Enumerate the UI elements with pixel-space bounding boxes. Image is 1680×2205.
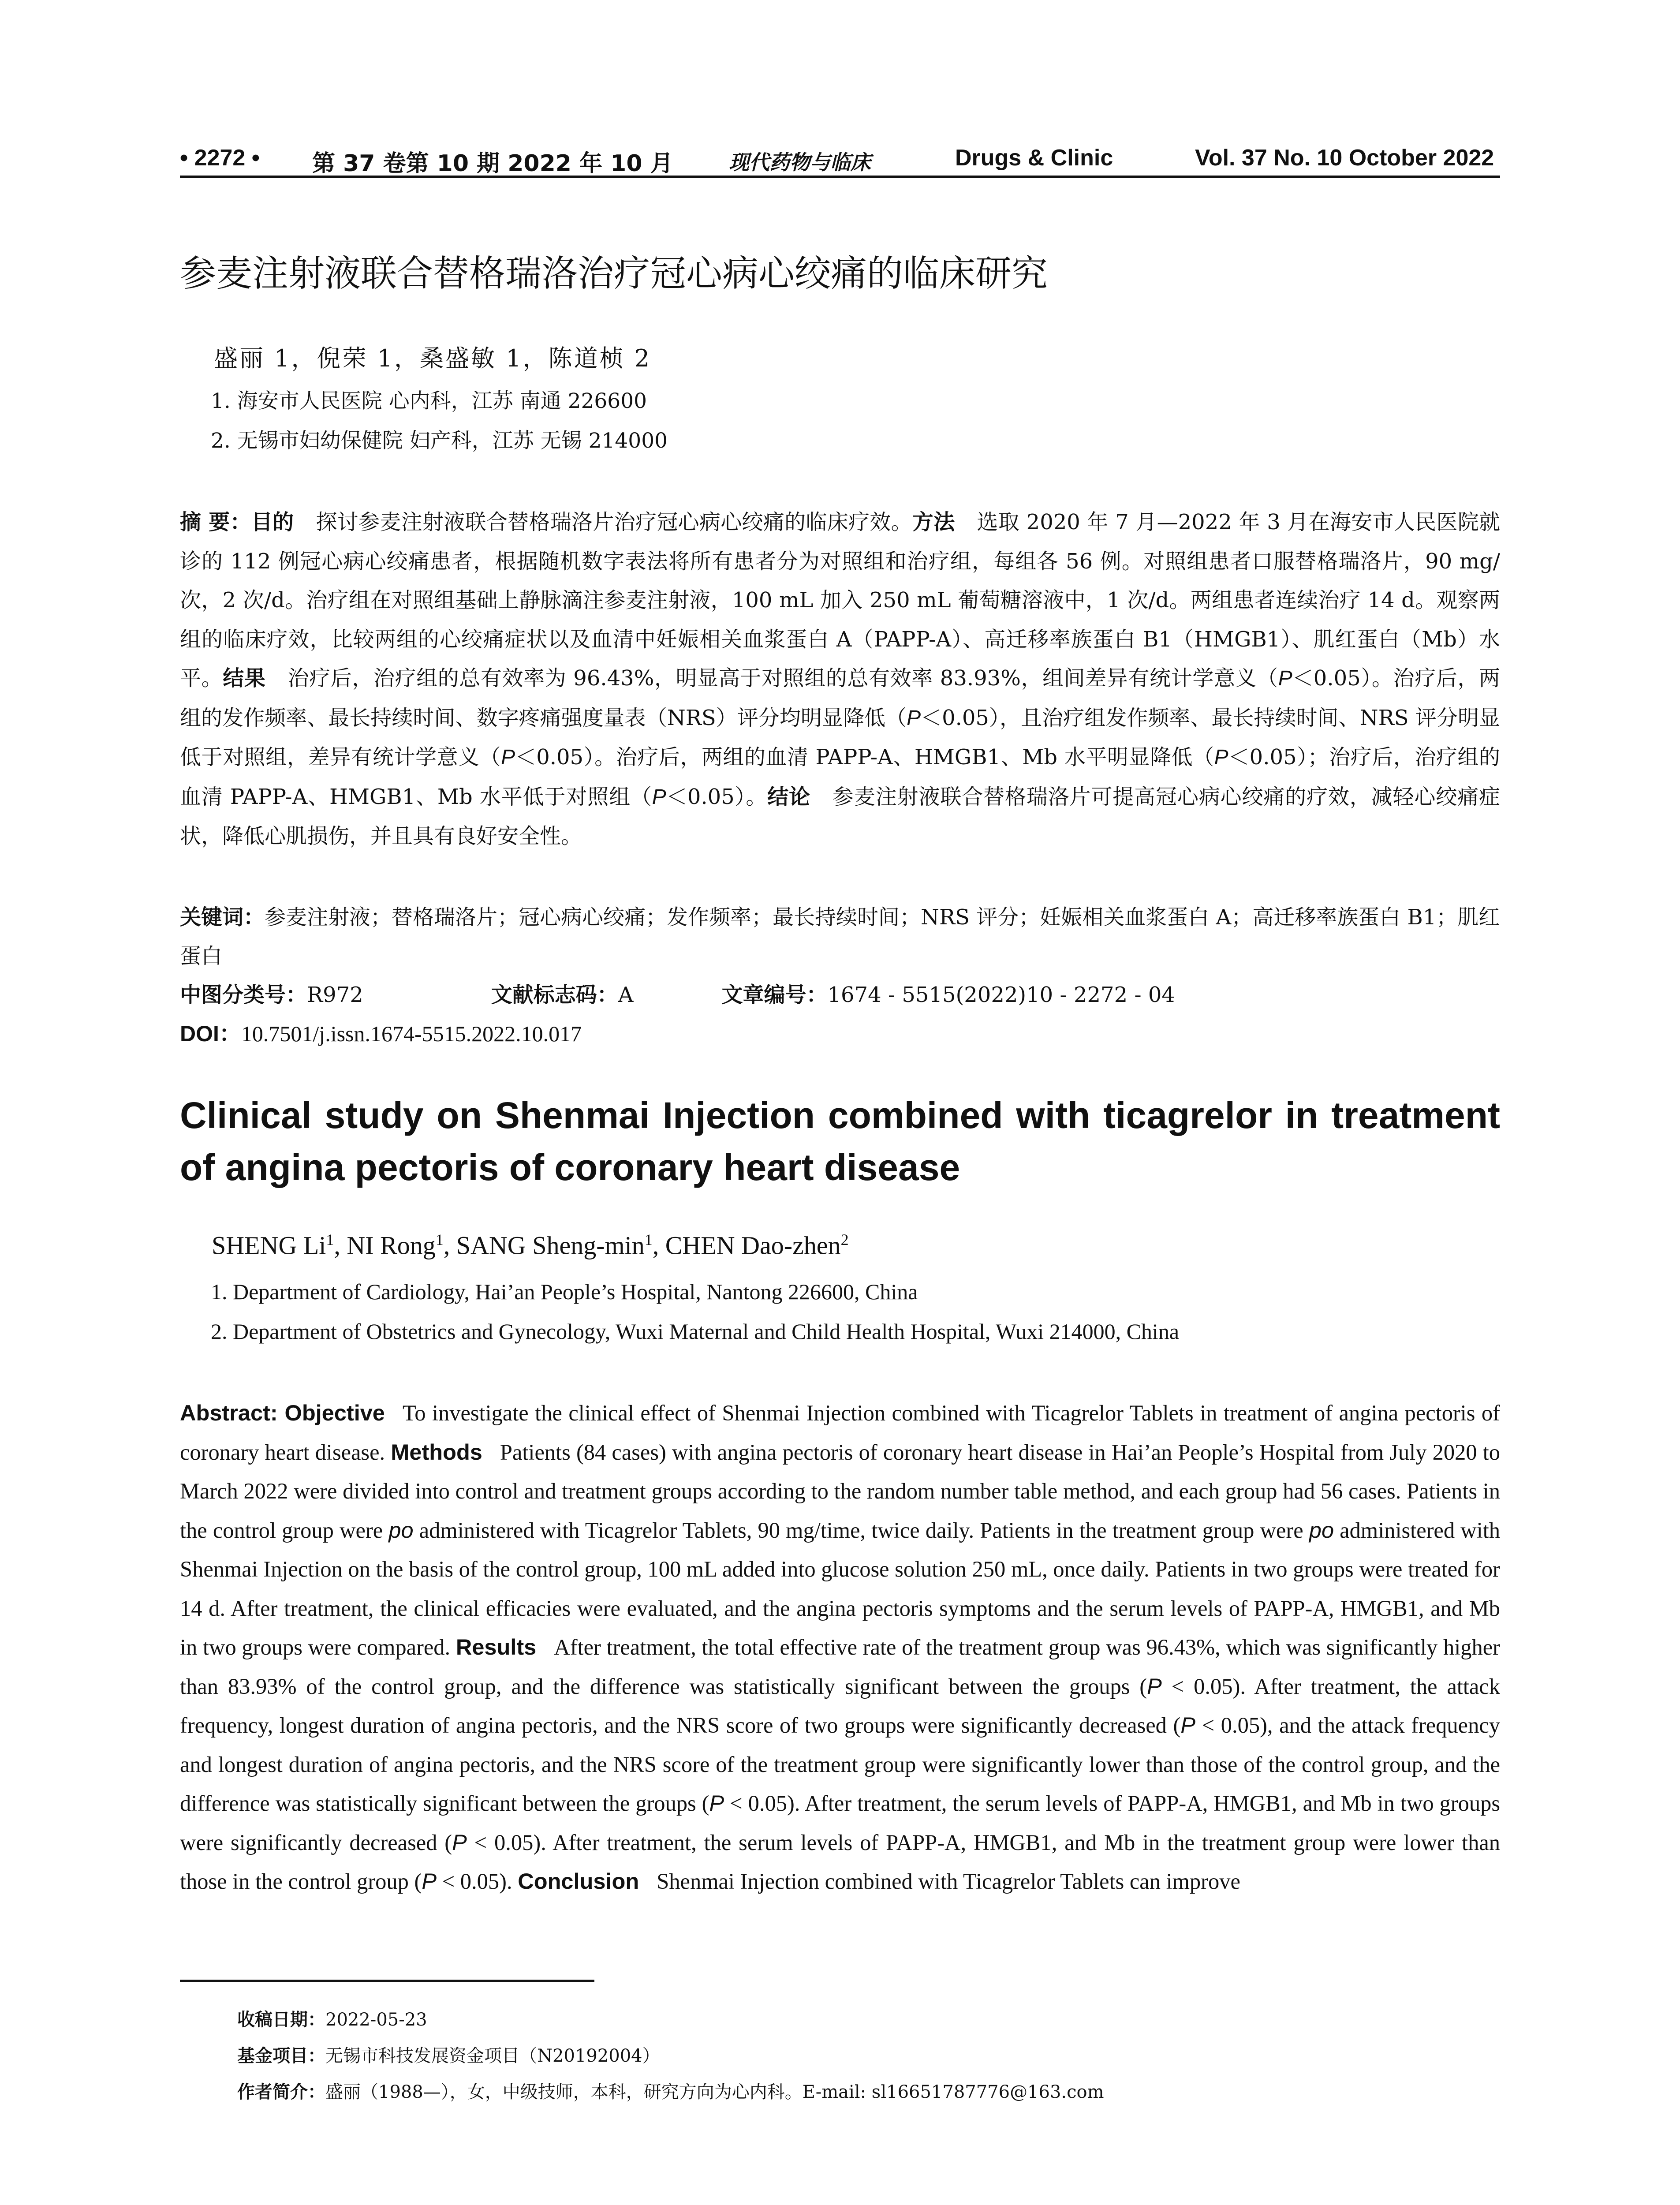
author-en-4: , CHEN Dao-zhen <box>652 1231 841 1260</box>
affiliation-cn-2: 2. 无锡市妇幼保健院 妇产科，江苏 无锡 214000 <box>211 429 668 453</box>
po-abbr: po <box>388 1517 414 1543</box>
doc-code-label: 文献标志码： <box>491 983 618 1007</box>
methods-en-3: administered with Shenmai Injection on the basis of the control group, 100 mL added into glucose solution 250 mL, once daily. Patients in two groups were treated for 14 d. After treatment, the clinical efficacies were evaluated, and the angina pectoris symptoms and the serum levels of PAPP-A, HMGB1, and Mb in two groups were compared. <box>180 1517 1501 1659</box>
results-en-3: < 0.05), and the attack frequency and longest duration of angina pectoris, and the NRS score of the treatment group were significantly lower than those of the control group, and the difference was statistically significant between the groups ( <box>180 1713 1500 1816</box>
doi-line <box>180 1014 582 1053</box>
fund-label: 基金项目： <box>237 2046 325 2066</box>
results-en-2: < 0.05). After treatment, the attack frequency, longest duration of angina pectoris, and the NRS score of two groups were significantly decreased ( <box>180 1674 1500 1738</box>
header-volume-en: Vol. 37 No. 10 October 2022 <box>1195 145 1494 171</box>
abstract-en <box>180 1394 1500 1901</box>
received-label: 收稿日期： <box>237 2010 325 2030</box>
methods-label-en: Methods <box>391 1439 482 1465</box>
results-label-cn: 结果 <box>223 666 266 691</box>
affiliation-en-2: 2. Department of Obstetrics and Gynecology, Wuxi Maternal and Child Health Hospital, Wuxi 214000, China <box>211 1319 1180 1344</box>
conclusion-cn: 参麦注射液联合替格瑞洛片可提高冠心病心绞痛的疗效，减轻心绞痛症状，降低心肌损伤，并且具有良好安全性。 <box>180 784 1500 848</box>
author-en-3: , SANG Sheng-min <box>443 1231 645 1260</box>
doi-label: DOI： <box>180 1021 241 1046</box>
results-cn-4: ＜0.05）。治疗后，两组的血清 PAPP-A、HMGB1、Mb 水平明显降低（ <box>515 745 1214 770</box>
p-symbol: P <box>1180 1712 1196 1738</box>
p-symbol: P <box>907 706 921 730</box>
results-cn-5: ＜0.05）；治疗后，治疗组的血清 PAPP-A、HMGB1、Mb 水平低于对照组（ <box>180 745 1500 809</box>
results-en-6: < 0.05). <box>442 1869 512 1894</box>
p-symbol: P <box>501 746 515 769</box>
classification-line <box>180 975 1500 1014</box>
results-cn-1: 治疗后，治疗组的总有效率为 96.43%，明显高于对照组的总有效率 83.93%，组间差异有统计学意义（ <box>287 666 1278 691</box>
authors-cn: 盛丽 1，倪荣 1，桑盛敏 1，陈道桢 2 <box>214 344 652 372</box>
footnote-author <box>237 2078 1104 2103</box>
author-en-1: SHENG Li <box>212 1231 326 1260</box>
conclusion-en: Shenmai Injection combined with Ticagrelor Tablets can improve <box>657 1869 1240 1894</box>
authors-en <box>212 1230 849 1260</box>
results-en-1: After treatment, the total effective rate of the treatment group was 96.43%, which was significantly higher than 83.93% of the control group, and the difference was statistically significant between the groups ( <box>180 1635 1500 1699</box>
keywords-cn <box>180 898 1500 975</box>
running-header <box>180 140 1500 178</box>
keywords-text: 参麦注射液；替格瑞洛片；冠心病心绞痛；发作频率；最长持续时间；NRS 评分；妊娠相关血浆蛋白 A；高迁移率族蛋白 B1；肌红蛋白 <box>180 905 1500 968</box>
article-no-label: 文章编号： <box>721 983 828 1007</box>
p-symbol: P <box>1278 667 1292 690</box>
title-en: Clinical study on Shenmai Injection combined with ticagrelor in treatment of angina pectoris of coronary heart disease <box>180 1095 1500 1188</box>
conclusion-label-en: Conclusion <box>518 1869 639 1894</box>
po-abbr: po <box>1309 1517 1334 1543</box>
author-en-2: , NI Rong <box>334 1231 436 1260</box>
results-cn-3: ＜0.05），且治疗组发作频率、最长持续时间、NRS 评分明显低于对照组，差异有统计学意义（ <box>180 705 1500 770</box>
p-symbol: P <box>422 1869 437 1894</box>
header-page-number: • 2272 • <box>180 145 260 171</box>
methods-label-cn: 方法 <box>912 510 955 534</box>
objective-cn: 探讨参麦注射液联合替格瑞洛片治疗冠心病心绞痛的临床疗效。 <box>316 510 912 534</box>
keywords-label: 关键词： <box>180 905 265 930</box>
results-label-en: Results <box>455 1634 537 1659</box>
author-en-2-sup: 1 <box>435 1231 444 1248</box>
fund-text: 无锡市科技发展资金项目（N20192004） <box>325 2046 660 2066</box>
p-symbol: P <box>652 785 666 809</box>
results-en-5: < 0.05). After treatment, the serum levels of PAPP-A, HMGB1, and Mb in the treatment group were lower than those in the control group ( <box>180 1830 1500 1894</box>
clc-value: R972 <box>307 983 363 1007</box>
header-volume-cn: 第 37 卷第 10 期 2022 年 10 月 <box>312 150 673 177</box>
objective-en: To investigate the clinical effect of Shenmai Injection combined with Ticagrelor Tablets in treatment of angina pectoris of coronary heart disease. <box>180 1401 1500 1465</box>
objective-label-en: Abstract: Objective <box>180 1400 385 1425</box>
author-en-4-sup: 2 <box>840 1231 849 1248</box>
results-cn-2: ＜0.05）。治疗后，两组的发作频率、最长持续时间、数字疼痛强度量表（NRS）评分均明显降低（ <box>180 666 1500 730</box>
received-date: 2022-05-23 <box>325 2010 427 2030</box>
footnote-received <box>237 2006 427 2031</box>
methods-en-1: Patients (84 cases) with angina pectoris of coronary heart disease in Hai’an People’s Hospital from July 2020 to March 2022 were divided into control and treatment groups according to the random number table method, and each group had 56 cases. Patients in the control group were <box>180 1439 1501 1543</box>
footnote-fund <box>237 2042 660 2067</box>
p-symbol: P <box>1147 1673 1162 1699</box>
affiliation-cn-1: 1. 海安市人民医院 心内科，江苏 南通 226600 <box>211 389 647 413</box>
clc-label: 中图分类号： <box>180 983 307 1007</box>
methods-en-2: administered with Ticagrelor Tablets, 90 mg/time, twice daily. Patients in the treatment group were <box>419 1517 1303 1543</box>
affiliation-en-1: 1. Department of Cardiology, Hai’an People’s Hospital, Nantong 226600, China <box>211 1279 918 1304</box>
abstract-cn <box>180 503 1500 856</box>
author-bio-text: 盛丽（1988—），女，中级技师，本科，研究方向为心内科。E-mail: sl16651787776@163.com <box>325 2082 1104 2102</box>
author-bio-label: 作者简介： <box>237 2082 325 2102</box>
author-en-3-sup: 1 <box>644 1231 653 1248</box>
p-symbol: P <box>1214 746 1228 769</box>
doc-code-value: A <box>618 983 634 1007</box>
methods-cn: 选取 2020 年 7 月—2022 年 3 月在海安市人民医院就诊的 112 例冠心病心绞痛患者，根据随机数字表法将所有患者分为对照组和治疗组，每组各 56 例。对照组患者口服替格瑞洛片，90 mg/次，2 次/d。治疗组在对照组基础上静脉滴注参麦注射液，100 mL 加入 250 mL 葡萄糖溶液中，1 次/d。两组患者连续治疗 14 d。观察两组的临床疗效，比较两组的心绞痛症状以及血清中妊娠相关血浆蛋白 A（PAPP-A）、高迁移率族蛋白 B1（HMGB1）、肌红蛋白（Mb）水平。 <box>180 510 1500 691</box>
header-journal-en: Drugs & Clinic <box>955 145 1113 171</box>
conclusion-label-cn: 结论 <box>767 784 811 809</box>
title-cn: 参麦注射液联合替格瑞洛治疗冠心病心绞痛的临床研究 <box>180 253 1048 295</box>
p-symbol: P <box>709 1790 724 1816</box>
doi-value: 10.7501/j.issn.1674-5515.2022.10.017 <box>241 1021 582 1046</box>
footnote-divider <box>180 1980 594 1982</box>
results-en-4: < 0.05). After treatment, the serum levels of PAPP-A, HMGB1, and Mb in two groups were significantly decreased ( <box>180 1791 1501 1855</box>
article-no-value: 1674 - 5515(2022)10 - 2272 - 04 <box>827 983 1175 1007</box>
header-journal-cn: 现代药物与临床 <box>729 150 871 174</box>
abstract-cn-label: 摘 要： <box>180 510 251 534</box>
results-cn-6: ＜0.05）。 <box>666 784 768 809</box>
author-en-1-sup: 1 <box>326 1231 334 1248</box>
p-symbol: P <box>452 1829 467 1855</box>
objective-label-cn: 目的 <box>251 510 294 534</box>
